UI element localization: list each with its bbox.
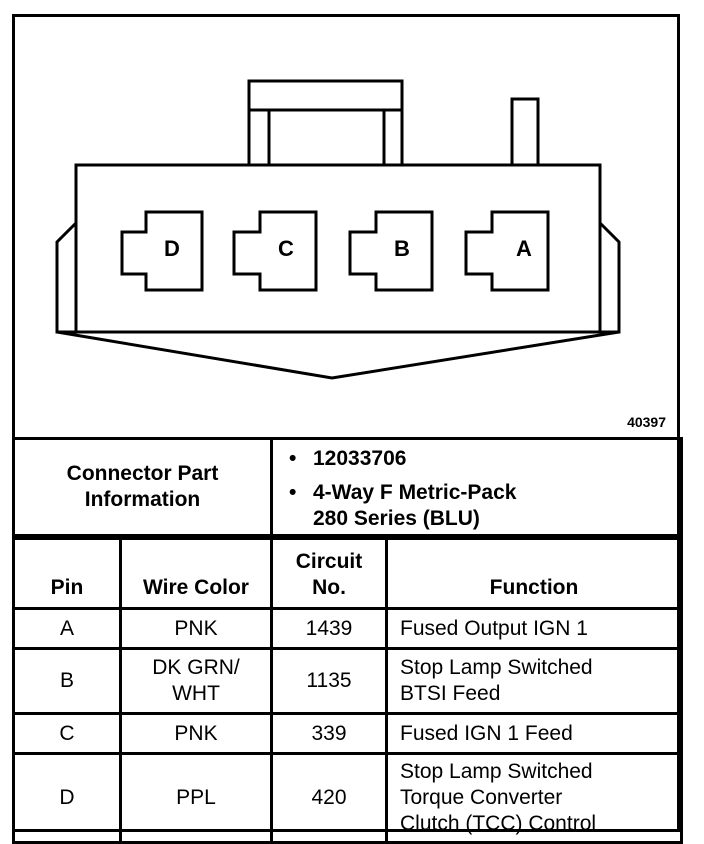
- connector-diagram: [12, 14, 680, 440]
- cavity-label-a: A: [516, 236, 532, 261]
- header-wire-color: Wire Color: [121, 539, 272, 609]
- function-cell: [387, 754, 682, 843]
- wire-color-cell: PNK: [121, 609, 272, 649]
- left-ear: [57, 223, 76, 332]
- function-line2: BTSI Feed: [400, 682, 501, 705]
- header-circuit-line1: Circuit: [295, 550, 363, 573]
- figure-id: 40397: [627, 414, 666, 430]
- connector-info-title: [14, 439, 272, 536]
- pin-table: [12, 537, 683, 844]
- circuit-cell: 339: [272, 714, 387, 754]
- circuit-cell: 420: [272, 754, 387, 843]
- header-circuit-line2: No.: [312, 576, 346, 599]
- circuit-cell: 1439: [272, 609, 387, 649]
- key-tab: [512, 99, 538, 165]
- circuit-cell: 1135: [272, 649, 387, 714]
- table-row: [14, 649, 682, 714]
- wire-color-cell: PPL: [121, 754, 272, 843]
- connector-info-title-line2: Information: [84, 488, 201, 511]
- cavity-label-b: B: [394, 236, 410, 261]
- cavity-c: [234, 212, 316, 290]
- connector-point: [57, 332, 619, 378]
- cavity-d: [122, 212, 202, 290]
- header-circuit: [272, 539, 387, 609]
- function-line2: Torque Converter: [400, 786, 563, 809]
- part-number: • 12033706: [313, 446, 668, 472]
- wire-color-line1: DK GRN/: [152, 656, 240, 679]
- wire-color-cell: PNK: [121, 714, 272, 754]
- part-description-line2: 280 Series (BLU): [313, 507, 480, 530]
- table-row: [14, 714, 682, 754]
- wire-color-cell: [121, 649, 272, 714]
- cavity-label-c: C: [278, 236, 294, 261]
- cavity-label-d: D: [164, 236, 180, 261]
- function-line3: Clutch (TCC) Control: [400, 812, 597, 835]
- latch-legs: [269, 110, 384, 165]
- connector-info-table: [12, 437, 683, 537]
- pin-table-header: [14, 539, 682, 609]
- header-function: Function: [387, 539, 682, 609]
- connector-drawing: [12, 14, 680, 440]
- function-cell: Fused IGN 1 Feed: [387, 714, 682, 754]
- cavities: [122, 212, 548, 290]
- function-cell: [387, 649, 682, 714]
- table-row: [14, 754, 682, 843]
- header-pin: Pin: [14, 539, 121, 609]
- cavity-a: [466, 212, 548, 290]
- connector-info-title-line1: Connector Part: [66, 462, 219, 485]
- part-description-line1: • 4-Way F Metric-Pack: [313, 480, 668, 506]
- pin-cell: B: [14, 649, 121, 714]
- function-line1: Stop Lamp Switched: [400, 760, 593, 783]
- connector-info-details: [272, 439, 682, 536]
- latch-frame: [249, 81, 402, 165]
- right-ear: [600, 223, 619, 332]
- wire-color-line2: WHT: [172, 682, 220, 705]
- pin-cell: D: [14, 754, 121, 843]
- function-cell: Fused Output IGN 1: [387, 609, 682, 649]
- function-line1: Stop Lamp Switched: [400, 656, 593, 679]
- pin-cell: C: [14, 714, 121, 754]
- table-row: [14, 609, 682, 649]
- pin-cell: A: [14, 609, 121, 649]
- cavity-b: [350, 212, 432, 290]
